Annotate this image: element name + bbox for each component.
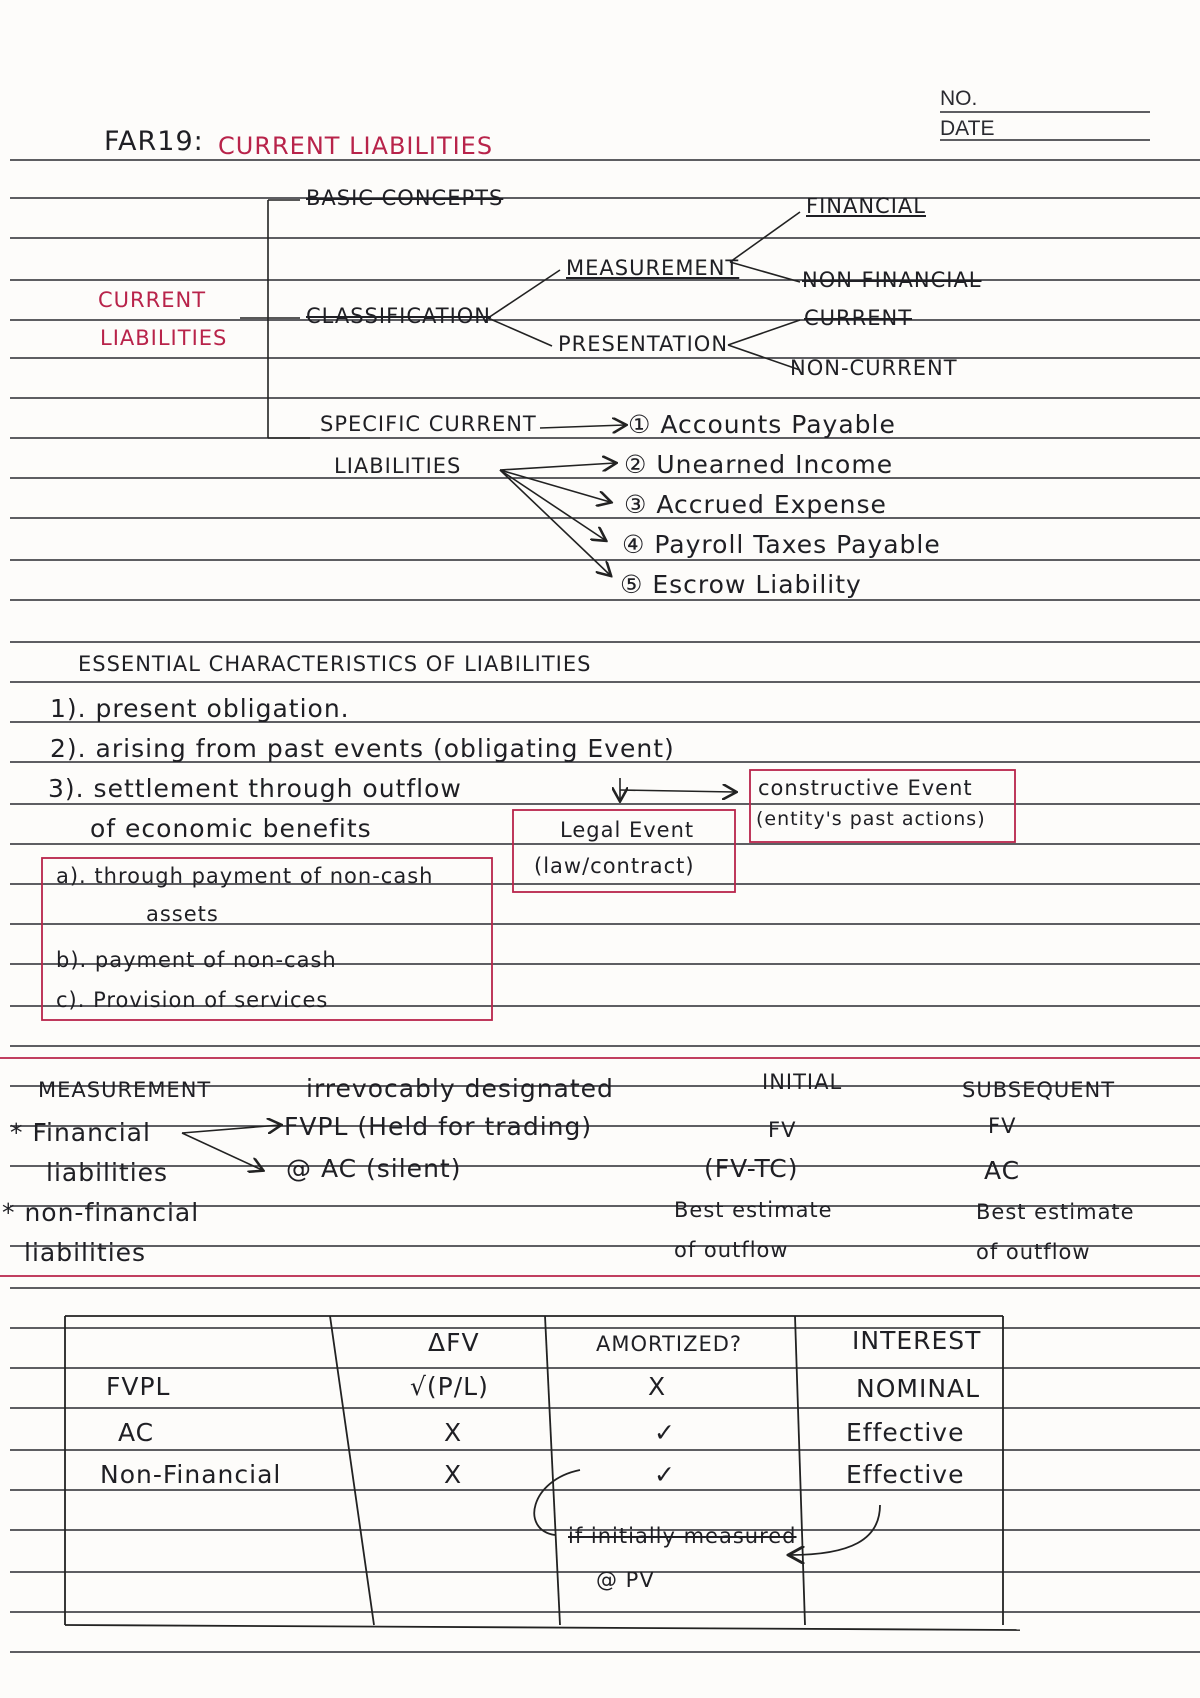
col-header-delta-fv: ΔFV: [428, 1328, 480, 1357]
constructive-event-note: (entity's past actions): [756, 808, 986, 830]
fv-initial: FV: [768, 1118, 797, 1142]
best-estimate-subsequent-cont: of outflow: [976, 1240, 1091, 1264]
root-liabilities: LIABILITIES: [100, 326, 228, 350]
subsequent-label: SUBSEQUENT: [962, 1078, 1116, 1102]
row-fvpl-interest: NOMINAL: [856, 1374, 981, 1403]
initial-label: INITIAL: [762, 1070, 843, 1094]
page-title: CURRENT LIABILITIES: [218, 132, 494, 160]
measurement-heading: MEASUREMENT: [38, 1078, 212, 1102]
essential-point-3: 3). settlement through outflow: [48, 774, 462, 803]
row-fvpl-amortized: X: [648, 1372, 667, 1401]
legal-event-note: (law/contract): [534, 854, 695, 878]
constructive-event-label: constructive Event: [758, 776, 973, 800]
sub-point-c: c). Provision of services: [56, 988, 329, 1012]
financial-label: FINANCIAL: [806, 194, 926, 218]
non-financial-liab-label: * non-financial: [2, 1198, 200, 1227]
note-initially-measured: if initially measured: [568, 1524, 797, 1548]
best-estimate-initial-cont: of outflow: [674, 1238, 789, 1262]
fv-subsequent: FV: [988, 1114, 1017, 1138]
irrevocable-label: irrevocably designated: [306, 1074, 614, 1103]
root-current: CURRENT: [98, 288, 207, 312]
specific-item-1: ① Accounts Payable: [628, 410, 896, 439]
row-ac-interest: Effective: [846, 1418, 965, 1447]
non-financial-label: NON-FINANCIAL: [802, 268, 982, 292]
title-prefix: FAR19:: [104, 126, 204, 157]
ac-subsequent: AC: [984, 1156, 1021, 1185]
specific-item-4: ④ Payroll Taxes Payable: [622, 530, 941, 559]
row-nonfin-label: Non-Financial: [100, 1460, 282, 1489]
row-fvpl-delta-fv: √(P/L): [410, 1372, 489, 1401]
presentation-label: PRESENTATION: [558, 332, 729, 356]
essential-point-3-cont: of economic benefits: [90, 814, 372, 843]
sub-point-b: b). payment of non-cash: [56, 948, 337, 972]
row-ac-label: AC: [118, 1418, 155, 1447]
pv-tc-initial: (FV-TC): [704, 1154, 799, 1183]
ac-label: @ AC (silent): [286, 1154, 462, 1183]
col-header-amortized: AMORTIZED?: [596, 1332, 743, 1356]
non-current-label: NON-CURRENT: [790, 356, 958, 380]
no-label: NO.: [940, 87, 978, 110]
non-financial-liab-label-cont: liabilities: [24, 1238, 147, 1267]
legal-event-label: Legal Event: [560, 818, 695, 842]
row-nonfin-delta-fv: X: [444, 1460, 463, 1489]
specific-item-3: ③ Accrued Expense: [624, 490, 887, 519]
essential-heading: ESSENTIAL CHARACTERISTICS OF LIABILITIES: [78, 652, 592, 676]
col-header-interest: INTEREST: [852, 1326, 982, 1355]
specific-current-label: SPECIFIC CURRENT: [320, 412, 537, 436]
fvpl-label: FVPL (Held for trading): [284, 1112, 593, 1141]
best-estimate-subsequent: Best estimate: [976, 1200, 1135, 1224]
specific-item-2: ② Unearned Income: [624, 450, 894, 479]
current-label: CURRENT: [804, 306, 913, 330]
date-label: DATE: [940, 117, 995, 140]
specific-liabilities-label: LIABILITIES: [334, 454, 462, 478]
best-estimate-initial: Best estimate: [674, 1198, 833, 1222]
financial-liab-label: * Financial: [10, 1118, 151, 1147]
sub-point-a-cont: assets: [146, 902, 219, 926]
row-ac-delta-fv: X: [444, 1418, 463, 1447]
essential-point-2: 2). arising from past events (obligating Event): [50, 734, 675, 763]
essential-point-1: 1). present obligation.: [50, 694, 350, 723]
classification-label: CLASSIFICATION: [306, 304, 491, 328]
financial-liab-label-cont: liabilities: [46, 1158, 169, 1187]
row-nonfin-interest: Effective: [846, 1460, 965, 1489]
note-at-pv: @ PV: [596, 1568, 655, 1592]
basic-concepts-label: BASIC CONCEPTS: [306, 186, 504, 210]
row-ac-amortized: ✓: [654, 1418, 676, 1447]
measurement-label: MEASUREMENT: [566, 256, 740, 280]
sub-point-a: a). through payment of non-cash: [56, 864, 434, 888]
row-nonfin-amortized: ✓: [654, 1460, 676, 1489]
row-fvpl-label: FVPL: [106, 1372, 171, 1401]
specific-item-5: ⑤ Escrow Liability: [620, 570, 862, 599]
